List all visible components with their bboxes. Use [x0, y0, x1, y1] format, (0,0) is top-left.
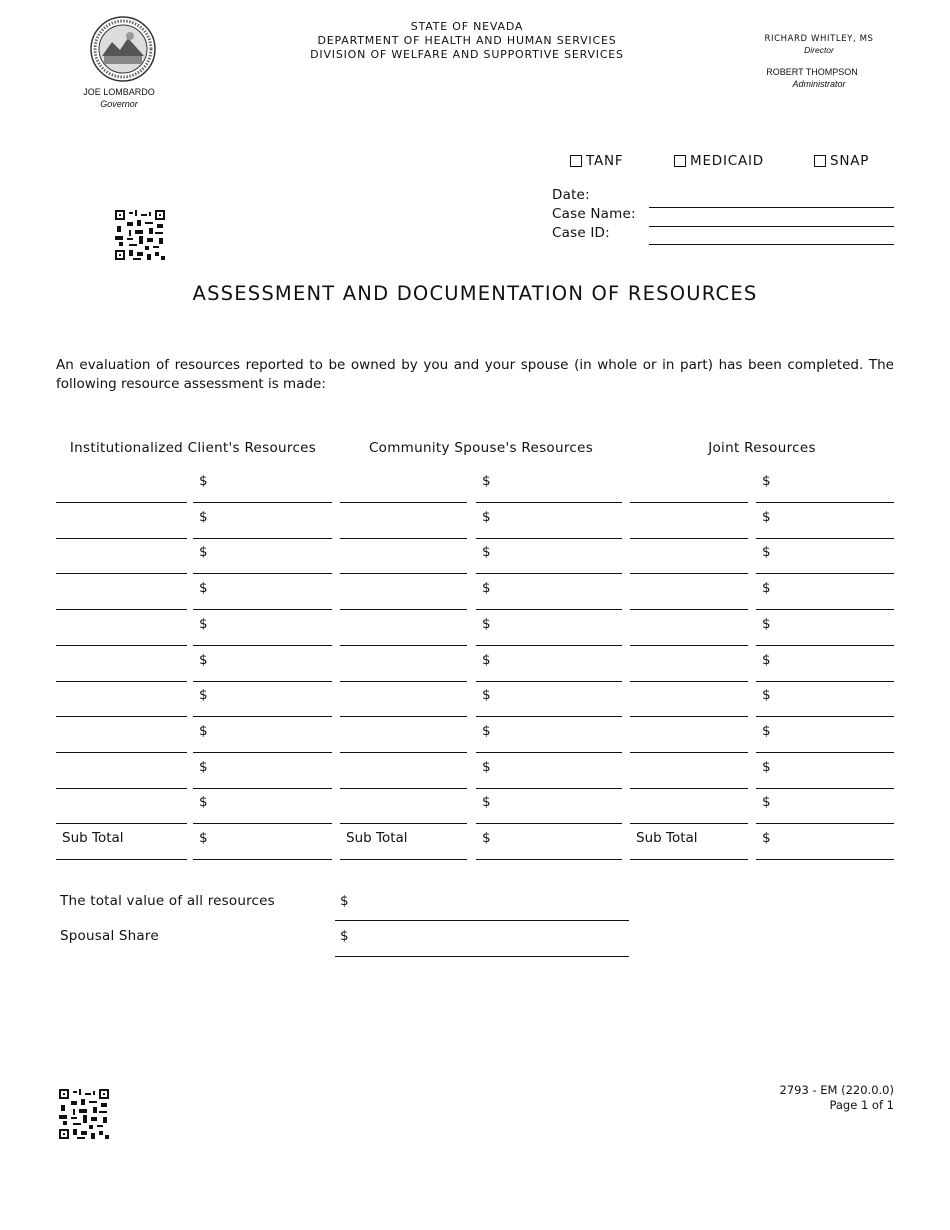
resource-description-cell[interactable]: [340, 504, 467, 539]
currency-symbol: $: [199, 794, 208, 811]
subtotal-label-cell: [340, 825, 467, 860]
resource-description-cell[interactable]: [56, 539, 187, 574]
resource-description-cell[interactable]: [56, 754, 187, 789]
resource-description-cell[interactable]: [630, 789, 748, 824]
currency-symbol: $: [762, 508, 771, 525]
resource-amount-cell[interactable]: [756, 504, 894, 539]
currency-symbol: $: [199, 615, 208, 632]
director-title: Director: [804, 45, 834, 55]
resource-amount-cell[interactable]: [476, 647, 622, 682]
currency-symbol: $: [762, 830, 771, 846]
resource-description-cell[interactable]: [340, 575, 467, 610]
resource-description-cell[interactable]: [56, 789, 187, 824]
case-id-label: Case ID:: [552, 225, 610, 241]
resource-description-cell[interactable]: [340, 789, 467, 824]
resource-description-cell[interactable]: [630, 468, 748, 503]
resource-description-cell[interactable]: [630, 682, 748, 717]
resource-amount-cell[interactable]: [476, 611, 622, 646]
subtotal-label: Sub Total: [636, 830, 698, 846]
resource-description-cell[interactable]: [56, 468, 187, 503]
resource-amount-cell[interactable]: [193, 575, 332, 610]
subtotal-label: Sub Total: [62, 830, 124, 846]
resource-description-cell[interactable]: [56, 611, 187, 646]
resource-amount-cell[interactable]: [193, 611, 332, 646]
currency-symbol: $: [199, 580, 208, 597]
total-resources-field[interactable]: [335, 920, 629, 921]
resource-amount-cell[interactable]: [476, 754, 622, 789]
spousal-share-field[interactable]: [335, 956, 629, 957]
resource-amount-cell[interactable]: [193, 468, 332, 503]
currency-symbol: $: [199, 508, 208, 525]
governor-title: Governor: [100, 99, 138, 109]
currency-symbol: $: [762, 615, 771, 632]
resource-description-cell[interactable]: [340, 611, 467, 646]
resource-amount-cell[interactable]: [193, 539, 332, 574]
case-name-field[interactable]: [649, 226, 894, 227]
checkbox-box[interactable]: [674, 155, 686, 167]
medicaid-label: MEDICAID: [690, 153, 764, 169]
snap-checkbox[interactable]: [814, 153, 869, 169]
currency-symbol: $: [762, 794, 771, 811]
currency-symbol: $: [482, 794, 491, 811]
state-seal-logo: [90, 16, 156, 82]
resource-description-cell[interactable]: [340, 718, 467, 753]
governor-name: JOE LOMBARDO: [83, 87, 155, 97]
currency-symbol: $: [199, 722, 208, 739]
resource-amount-cell[interactable]: [756, 468, 894, 503]
total-resources-label: The total value of all resources: [60, 893, 275, 909]
currency-symbol: $: [762, 580, 771, 597]
resource-description-cell[interactable]: [56, 647, 187, 682]
currency-symbol: $: [762, 722, 771, 739]
currency-symbol: $: [199, 544, 208, 561]
currency-symbol: $: [482, 580, 491, 597]
checkbox-box[interactable]: [570, 155, 582, 167]
agency-line: DEPARTMENT OF HEALTH AND HUMAN SERVICES: [317, 34, 617, 47]
currency-symbol: $: [340, 893, 349, 909]
resource-amount-cell[interactable]: [476, 468, 622, 503]
form-title: ASSESSMENT AND DOCUMENTATION OF RESOURCES: [192, 282, 758, 305]
form-footer: [740, 1083, 894, 1113]
resource-description-cell[interactable]: [340, 754, 467, 789]
resource-description-cell[interactable]: [630, 611, 748, 646]
column-header-spouse: Community Spouse's Resources: [368, 440, 594, 456]
resource-amount-cell[interactable]: [756, 611, 894, 646]
currency-symbol: $: [762, 473, 771, 489]
currency-symbol: $: [482, 651, 491, 668]
currency-symbol: $: [482, 722, 491, 739]
resource-amount-cell[interactable]: [476, 504, 622, 539]
column-header-client: Institutionalized Client's Resources: [69, 440, 317, 456]
currency-symbol: $: [199, 758, 208, 775]
qr-code-top: [115, 210, 165, 260]
currency-symbol: $: [762, 651, 771, 668]
date-label: Date:: [552, 187, 590, 203]
medicaid-checkbox[interactable]: [674, 153, 764, 169]
resource-amount-cell[interactable]: [193, 504, 332, 539]
resource-amount-cell[interactable]: [476, 575, 622, 610]
resource-amount-cell[interactable]: [193, 682, 332, 717]
currency-symbol: $: [482, 830, 491, 846]
resource-amount-cell[interactable]: [193, 789, 332, 824]
resource-description-cell[interactable]: [630, 647, 748, 682]
currency-symbol: $: [199, 687, 208, 704]
resource-amount-cell[interactable]: [756, 718, 894, 753]
resource-description-cell[interactable]: [630, 754, 748, 789]
case-id-field[interactable]: [649, 244, 894, 245]
resource-description-cell[interactable]: [630, 539, 748, 574]
resource-amount-cell[interactable]: [476, 718, 622, 753]
resource-amount-cell[interactable]: [756, 789, 894, 824]
currency-symbol: $: [762, 758, 771, 775]
column-header-joint: Joint Resources: [708, 440, 816, 456]
form-number: 2793 - EM (220.0.0): [779, 1083, 894, 1097]
resource-description-cell[interactable]: [340, 468, 467, 503]
agency-header: [260, 20, 674, 62]
resource-amount-cell[interactable]: [476, 682, 622, 717]
currency-symbol: $: [482, 687, 491, 704]
resource-amount-cell[interactable]: [756, 682, 894, 717]
case-name-label: Case Name:: [552, 206, 636, 222]
resource-description-cell[interactable]: [340, 682, 467, 717]
subtotal-amount-cell[interactable]: [756, 825, 894, 860]
subtotal-label-cell: [56, 825, 187, 860]
currency-symbol: $: [199, 651, 208, 668]
subtotal-label-cell: [630, 825, 748, 860]
director-name: RICHARD WHITLEY, MS: [764, 34, 874, 44]
page-number: Page 1 of 1: [829, 1098, 894, 1112]
currency-symbol: $: [482, 508, 491, 525]
spousal-share-label: Spousal Share: [60, 928, 159, 944]
agency-line: DIVISION OF WELFARE AND SUPPORTIVE SERVICES: [310, 48, 624, 61]
tanf-checkbox[interactable]: [570, 153, 624, 169]
resource-description-cell[interactable]: [340, 647, 467, 682]
resource-amount-cell[interactable]: [756, 754, 894, 789]
currency-symbol: $: [199, 473, 208, 489]
resource-amount-cell[interactable]: [193, 754, 332, 789]
resource-amount-cell[interactable]: [476, 539, 622, 574]
currency-symbol: $: [482, 758, 491, 775]
checkbox-box[interactable]: [814, 155, 826, 167]
administrator-title: Administrator: [792, 79, 846, 89]
resource-description-cell[interactable]: [630, 718, 748, 753]
currency-symbol: $: [199, 830, 208, 846]
resource-description-cell[interactable]: [630, 504, 748, 539]
intro-text: An evaluation of resources reported to be owned by you and your spouse (in whole or in part) has been completed. The following resource assessment is made:: [56, 357, 894, 392]
date-field[interactable]: [649, 207, 894, 208]
resource-description-cell[interactable]: [630, 575, 748, 610]
subtotal-amount-cell[interactable]: [193, 825, 332, 860]
resource-amount-cell[interactable]: [756, 539, 894, 574]
currency-symbol: $: [482, 544, 491, 561]
tanf-label: TANF: [586, 153, 624, 169]
currency-symbol: $: [482, 615, 491, 632]
resource-amount-cell[interactable]: [756, 647, 894, 682]
snap-label: SNAP: [830, 153, 870, 169]
resource-description-cell[interactable]: [56, 682, 187, 717]
resource-amount-cell[interactable]: [193, 647, 332, 682]
agency-line: STATE OF NEVADA: [410, 20, 524, 33]
subtotal-label: Sub Total: [346, 830, 408, 846]
administrator-name: ROBERT THOMPSON: [766, 67, 858, 77]
currency-symbol: $: [340, 928, 349, 944]
currency-symbol: $: [762, 544, 771, 561]
resource-amount-cell[interactable]: [476, 789, 622, 824]
currency-symbol: $: [482, 473, 491, 489]
currency-symbol: $: [762, 687, 771, 704]
resource-description-cell[interactable]: [56, 718, 187, 753]
resource-amount-cell[interactable]: [756, 575, 894, 610]
resource-description-cell[interactable]: [56, 504, 187, 539]
resource-amount-cell[interactable]: [193, 718, 332, 753]
qr-code-bottom: [59, 1089, 109, 1139]
resource-description-cell[interactable]: [56, 575, 187, 610]
resource-description-cell[interactable]: [340, 539, 467, 574]
subtotal-amount-cell[interactable]: [476, 825, 622, 860]
